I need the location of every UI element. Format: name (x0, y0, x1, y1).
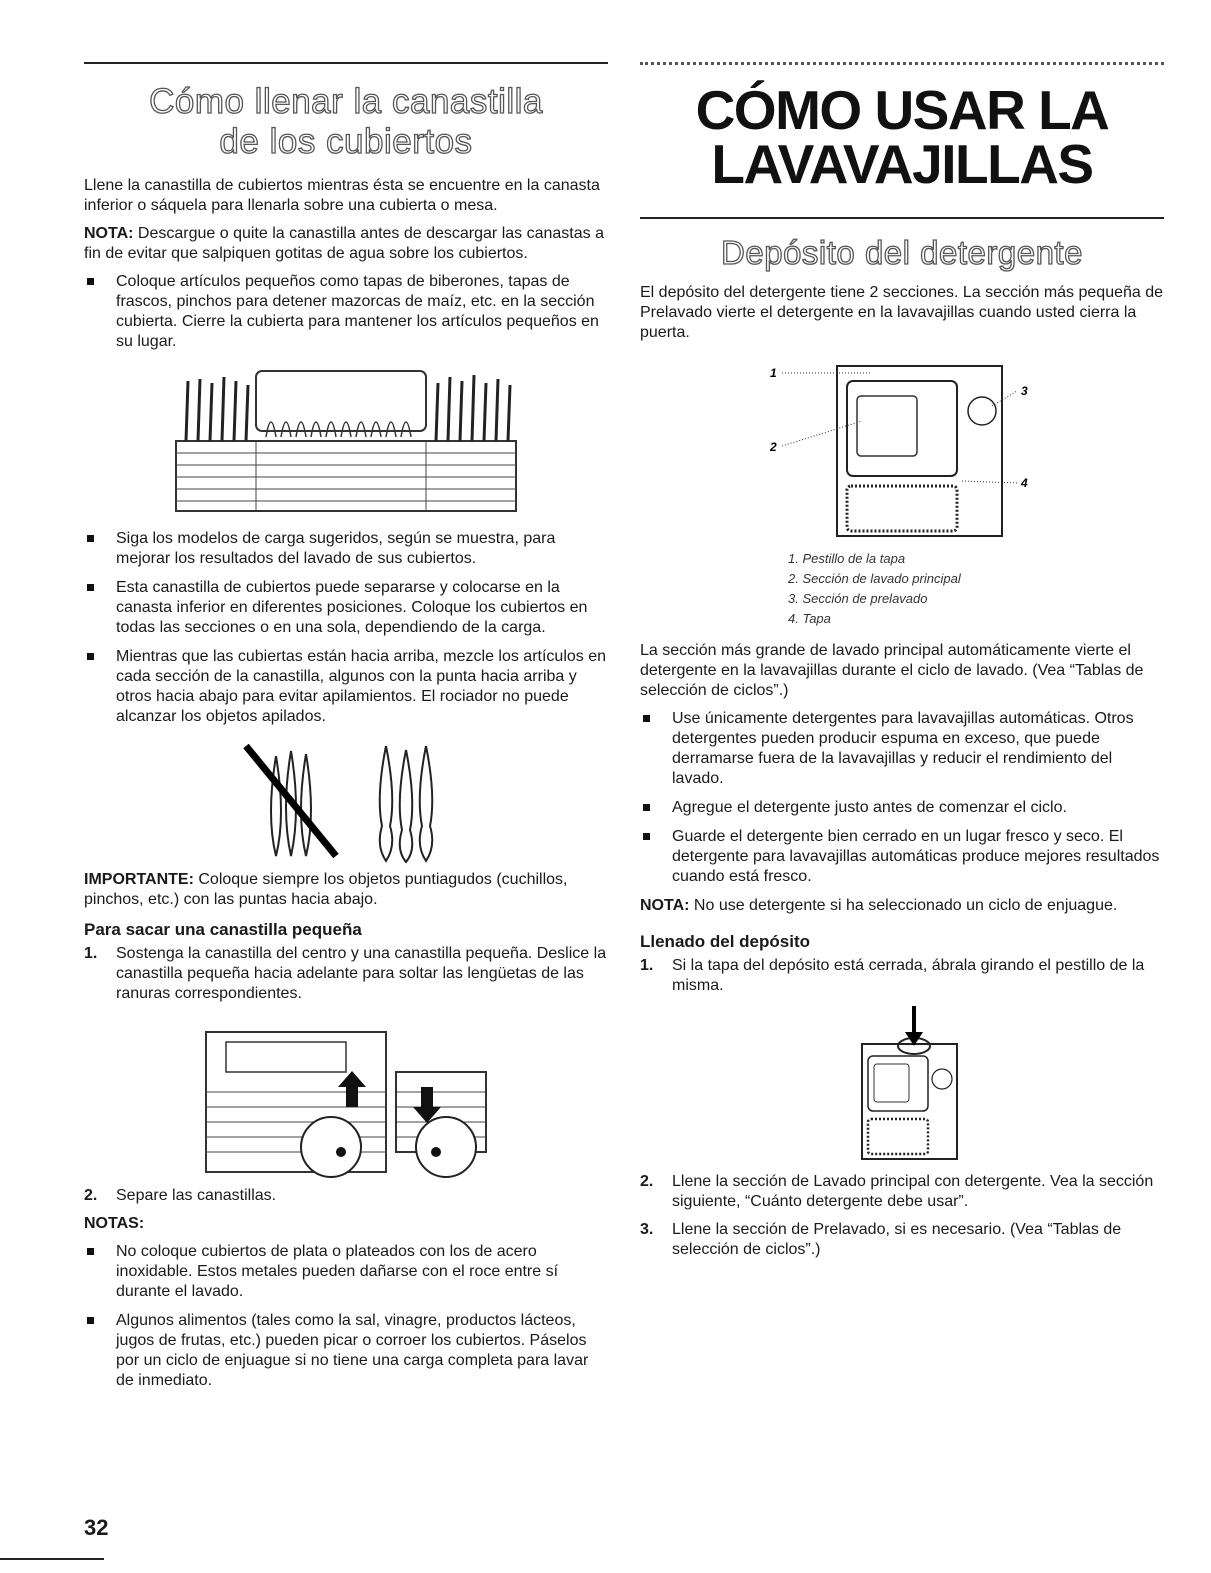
left-column (84, 62, 608, 1400)
bullet-list-a (84, 272, 608, 352)
caption-item: 4. Tapa (788, 611, 831, 626)
list-item: Siga los modelos de carga sugeridos, según se muestra, para mejorar los resultados del lavado de sus cubiertos. (84, 529, 608, 569)
nota-paragraph: NOTA: No use detergente si ha seleccionado un ciclo de enjuague. (640, 897, 1118, 914)
list-item: 2. Separe las canastillas. (84, 1187, 277, 1204)
callout-4: 4 (1021, 476, 1028, 490)
bullet-list (640, 709, 1164, 887)
fill-steps-list-2 (640, 1172, 1164, 1260)
page-number: 32 (84, 1515, 109, 1540)
list-item: 2. Llene la sección de Lavado principal con detergente. Vea la sección siguiente, “Cuánto detergente debe usar”. (640, 1173, 1154, 1210)
callout-1: 1 (770, 366, 777, 380)
list-item: Use únicamente detergentes para lavavajillas automáticas. Otros detergentes pueden producir espuma en exceso, que puede derramarse fuera de la lavavajillas y reducir el rendimiento del lavado. (640, 709, 1164, 789)
title-rule (640, 217, 1164, 219)
diagram-captions (788, 549, 1164, 629)
footer-rule (0, 1558, 104, 1560)
bullet-list-b (84, 529, 608, 727)
subheading-fill-dispenser: Llenado del depósito (640, 932, 811, 951)
caption-item: 3. Sección de prelavado (788, 591, 928, 606)
intro-paragraph: El depósito del detergente tiene 2 secciones. La sección más pequeña de Prelavado vierte el detergente en la lavavajillas cuando usted cierra la puerta. (640, 284, 1164, 341)
list-item: 1. Si la tapa del depósito está cerrada, ábrala girando el pestillo de la misma. (640, 957, 1145, 994)
detergent-dispenser-diagram (762, 351, 1042, 541)
top-dotted-rule (640, 62, 1164, 65)
caption-item: 2. Sección de lavado principal (788, 571, 961, 586)
chapter-title: CÓMO USAR LA LAVAVAJILLAS (695, 79, 1109, 195)
basket-separation-illustration (196, 1012, 496, 1182)
steps-list-2 (84, 1186, 608, 1206)
list-item: Algunos alimentos (tales como la sal, vinagre, productos lácteos, jugos de frutas, etc.) pueden picar o corroer los cubiertos. Páselos por un ciclo de enjuague si no tiene una carga completa para lavar de inmediato. (84, 1311, 608, 1391)
subheading-remove-basket: Para sacar una canastilla pequeña (84, 920, 362, 939)
nota-paragraph: NOTA: Descargue o quite la canastilla antes de descargar las canastas a fin de evitar que salpiquen gotitas de agua sobre los cubiertos. (84, 225, 604, 262)
caption-item: 1. Pestillo de la tapa (788, 551, 906, 566)
section-title: Cómo llenar la canastilla de los cubiertos (149, 82, 543, 161)
bullet-list-c (84, 1242, 608, 1391)
list-item: Guarde el detergente bien cerrado en un lugar fresco y seco. El detergente para lavavajillas automáticas produce mejores resultados cuando está fresco. (640, 827, 1164, 887)
notas-label: NOTAS: (84, 1215, 145, 1232)
callout-2: 2 (770, 440, 777, 454)
list-item: No coloque cubiertos de plata o plateados con los de acero inoxidable. Estos metales pueden dañarse con el roce entre sí durante el lavado. (84, 1242, 608, 1302)
importante-paragraph: IMPORTANTE: Coloque siempre los objetos puntiagudos (cuchillos, pinchos, etc.) con las puntas hacia abajo. (84, 871, 568, 908)
list-item: Agregue el detergente justo antes de comenzar el ciclo. (640, 798, 1164, 818)
list-item: 1. Sostenga la canastilla del centro y una canastilla pequeña. Deslice la canastilla pequeña hacia adelante para soltar las lengüetas de las ranuras correspondientes. (84, 945, 607, 1002)
top-rule (84, 62, 608, 64)
utensils-orientation-illustration (236, 736, 456, 866)
steps-list (84, 944, 608, 1004)
list-item: Mientras que las cubiertas están hacia arriba, mezcle los artículos en cada sección de la canastilla, algunos con la punta hacia arriba y otros hacia abajo para evitar apilamientos. El rociador no puede alcanzar los objetos apilados. (84, 647, 608, 727)
right-column (640, 62, 1164, 1268)
list-item: Coloque artículos pequeños como tapas de biberones, tapas de frascos, pinchos para detener mazorcas de maíz, etc. en la sección cubierta. Cierre la cubierta para mantener los artículos pequeños en su lugar. (84, 272, 608, 352)
fill-steps-list (640, 956, 1164, 996)
cutlery-basket-illustration (166, 361, 526, 521)
callout-3: 3 (1021, 384, 1028, 398)
list-item: Esta canastilla de cubiertos puede separarse y colocarse en la canasta inferior en diferentes posiciones. Coloque los cubiertos en todas las secciones o en una sola, dependiendo de la carga. (84, 578, 608, 638)
intro-paragraph: Llene la canastilla de cubiertos mientras ésta se encuentre en la canasta inferior o sáquela para llenarla sobre una cubierta o mesa. (84, 177, 600, 214)
open-latch-illustration (832, 1004, 972, 1164)
list-item: 3. Llene la sección de Prelavado, si es necesario. (Vea “Tablas de selección de ciclos”.) (640, 1221, 1122, 1258)
section-title: Depósito del detergente (721, 234, 1083, 271)
main-wash-paragraph: La sección más grande de lavado principal automáticamente vierte el detergente en la lavavajillas durante el ciclo de lavado. (Vea “Tablas de selección de ciclos”.) (640, 642, 1144, 699)
